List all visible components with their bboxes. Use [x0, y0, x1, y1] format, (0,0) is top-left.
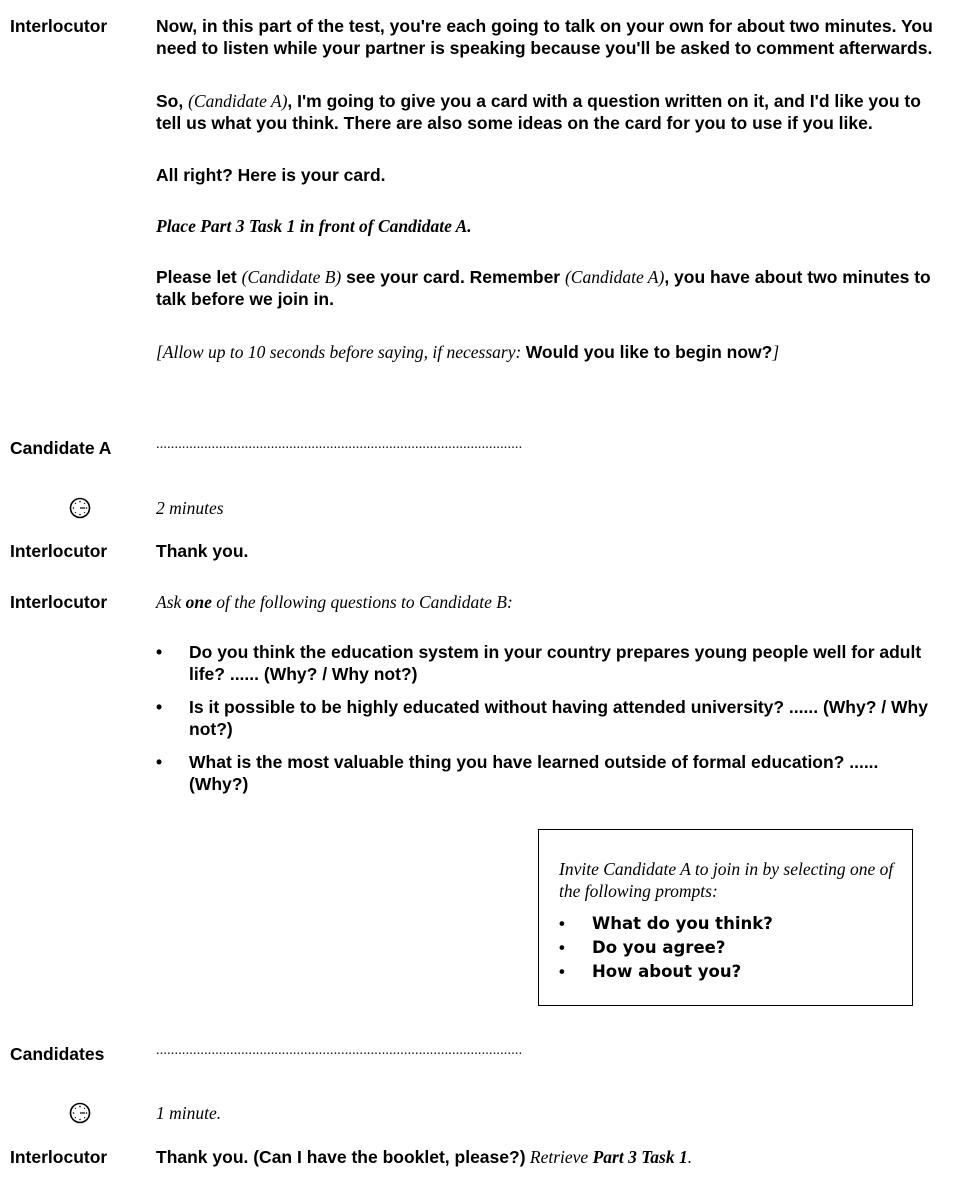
text-span: Ask [156, 592, 186, 612]
speaker-label: Candidate A [10, 438, 112, 458]
text-span: So, [156, 91, 189, 111]
prompt-list [559, 912, 773, 984]
text-span: see your card. Remember [341, 267, 565, 287]
text-span: Please let [156, 267, 242, 287]
bullet-icon: • [156, 752, 163, 772]
text-span: , I'm going to give you a card with a question written on it, and I'd like you to tell us what you think. There are also some ideas on the card for you to use if you like. [156, 91, 921, 133]
thank-you-text: Thank you. [156, 541, 249, 561]
list-item [156, 696, 936, 740]
text-span: of the following questions to Candidate B: [211, 592, 513, 612]
bullet-icon: • [559, 963, 565, 981]
clock-icon [69, 497, 91, 519]
text-span: [Allow up to 10 seconds before saying, if necessary: [156, 342, 526, 362]
place-card-instruction [156, 215, 946, 237]
question-text: What is the most valuable thing you have learned outside of formal education? ...... (Why?) [189, 752, 879, 794]
remember-paragraph [156, 266, 946, 310]
card-paragraph [156, 90, 946, 134]
question-text: Is it possible to be highly educated without having attended university? ...... (Why? / Why not?) [189, 697, 928, 739]
response-dots: ................................................................................................... [156, 1043, 523, 1058]
prompt-box [538, 829, 913, 1006]
text-span: Retrieve [525, 1147, 593, 1167]
ask-instruction [156, 591, 946, 613]
prompt-text: What do you think? [592, 914, 773, 933]
text-span: , you have about two minutes to talk before we join in. [156, 267, 931, 309]
question-list [156, 641, 936, 795]
response-dots: ................................................................................................... [156, 437, 523, 452]
speaker-label: Interlocutor [10, 16, 108, 36]
candidate-a-placeholder: (Candidate A) [188, 91, 288, 111]
intro-paragraph: Now, in this part of the test, you're each going to talk on your own for about two minutes. You need to listen while your partner is speaking because you'll be asked to comment afterwards. [156, 16, 933, 58]
text-span: . [687, 1147, 693, 1167]
bullet-icon: • [156, 697, 163, 717]
text-span: Thank you. (Can I have the booklet, please?) [156, 1147, 526, 1167]
question-text: Do you think the education system in your country prepares young people well for adult life? ...... (Why? / Why not?) [189, 642, 922, 684]
list-item [559, 960, 773, 984]
intro-content [156, 15, 946, 363]
text-span: in front of Candidate A. [295, 216, 472, 236]
candidate-b-placeholder: (Candidate B) [241, 267, 342, 287]
speaker-label: Interlocutor [10, 1147, 108, 1167]
speaker-label: Candidates [10, 1044, 105, 1064]
task-name: Part 3 Task 1 [592, 1147, 688, 1167]
here-is-card-paragraph: All right? Here is your card. [156, 165, 386, 185]
speaker-label: Interlocutor [10, 592, 108, 612]
bullet-icon: • [156, 642, 163, 662]
prompt-text: How about you? [592, 962, 742, 981]
text-span: ] [772, 342, 780, 362]
allow-instruction [156, 341, 946, 363]
prompt-text: Do you agree? [592, 938, 726, 957]
list-item [156, 751, 936, 795]
bullet-icon: • [559, 915, 565, 933]
begin-question: Would you like to begin now? [525, 342, 773, 362]
bullet-icon: • [559, 939, 565, 957]
list-item [559, 912, 773, 936]
list-item [559, 936, 773, 960]
closing-text [156, 1146, 946, 1168]
prompt-box-intro: Invite Candidate A to join in by selecting one of the following prompts: [559, 859, 894, 901]
speaker-label: Interlocutor [10, 541, 108, 561]
task-name: Part 3 Task 1 [200, 216, 296, 236]
text-span: Place [156, 216, 201, 236]
emphasis: one [185, 592, 212, 612]
timer-text: 1 minute. [156, 1103, 222, 1123]
list-item [156, 641, 936, 685]
timer-text: 2 minutes [156, 498, 224, 518]
candidate-a-placeholder: (Candidate A) [564, 267, 665, 287]
clock-icon [69, 1102, 91, 1124]
